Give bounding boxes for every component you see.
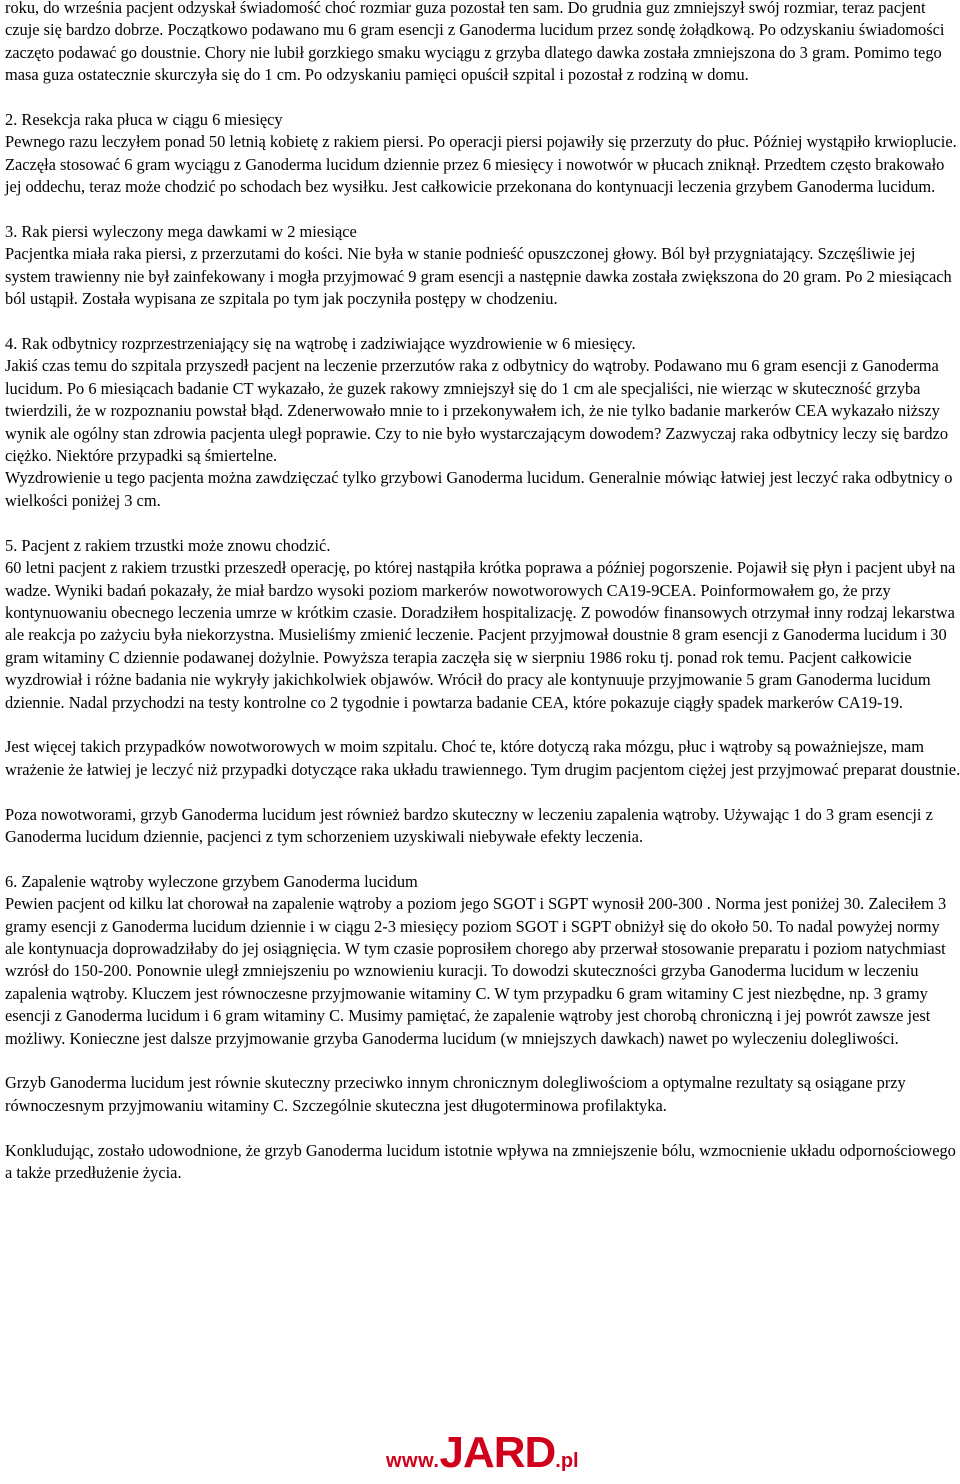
paragraph-text: roku, do września pacjent odzyskał świadomość choć rozmiar guza pozostał ten sam. Do grudnia guz zmniejszył swój rozmiar, teraz pacjent czuje się bardzo dobrze. Początkowo podawano mu 6 gram esencji z Ganoderma lucidum przez sondę żołądkową. Po odzyskaniu świadomości zaczęto podawać go doustnie. Chory nie lubił gorzkiego smaku wyciągu z grzyba dlatego dawka została zmniejszona do 3 gram. Pomimo tego masa guza ostatecznie skurczyła się do 1 cm. Po odzyskaniu pamięci opuścił szpital i pozostał z rodziną w domu. bbox=[5, 0, 945, 85]
logo-suffix: .pl bbox=[555, 1450, 579, 1472]
paragraph-text: 3. Rak piersi wyleczony mega dawkami w 2 miesiące Pacjentka miała raka piersi, z przerzutami do kości. Nie była w stanie podnieść opuszczonej głowy. Ból był przygniatający. Szczęśliwie jej system trawienny nie był zainfekowany i mogła przyjmować 9 gram esencji a następnie dawka została zwiększona do 20 gram. Po 2 miesiącach ból ustąpił. Została wypisana ze szpitala po tym jak poczyniła postępy w chodzeniu. bbox=[5, 222, 952, 309]
paragraph-text: 6. Zapalenie wątroby wyleczone grzybem Ganoderma lucidum Pewien pacjent od kilku lat chorował na zapalenie wątroby a poziom jego SGOT i SGPT wynosił 200-300 . Norma jest poniżej 30. Zaleciłem 3 gramy esencji z Ganoderma lucidum dziennie i w ciągu 2-3 miesięcy poziom SGOT i SGPT obniżył się do około 50. To nadal powyżej normy ale kontynuacja doprowadziłaby do jej osiągnięcia. W tym czasie poprosiłem chorego aby przerwał stosowanie preparatu i poziom natychmiast wzrósł do 150-200. Ponownie uległ zmniejszeniu po wznowieniu kuracji. To dowodzi skuteczności grzyba Ganoderma lucidum w leczeniu zapalenia wątroby. Kluczem jest równoczesne przyjmowanie witaminy C. W tym przypadku 6 gram witaminy C jest niezbędne, np. 3 gramy esencji z Ganoderma lucidum i 6 gram witaminy C. Musimy pamiętać, że zapalenie wątroby jest chorobą chroniczną i jej powrót zawsze jest możliwy. Konieczne jest dalsze przyjmowanie grzyba Ganoderma lucidum (w mniejszych dawkach) nawet po wyleczeniu dolegliwości. bbox=[5, 871, 947, 1048]
logo-main: JARD bbox=[439, 1428, 556, 1477]
paragraph-more-cases bbox=[5, 736, 960, 781]
logo-prefix: www. bbox=[386, 1450, 440, 1472]
section-hepatitis bbox=[5, 871, 960, 1050]
jard-logo[interactable] bbox=[386, 1428, 606, 1482]
paragraph-text: 5. Pacjent z rakiem trzustki może znowu chodzić. 60 letni pacjent z rakiem trzustki przeszedł operację, po której nastąpiła krótka poprawa a później pogorszenie. Pojawił się płyn i pacjent ubył na wadze. Wyniki badań pokazały, że miał bardzo wysoki poziom markerów nowotworowych CA19-9CEA. Poinformowałem go, że przy kontynuowaniu obecnego leczenia umrze w krótkim czasie. Doradziłem hospitalizację. Z powodów finansowych otrzymał inny rodzaj lekarstwa ale reakcja po zażyciu była niekorzystna. Musieliśmy zmienić leczenie. Pacjent przyjmował doustnie 8 gram esencji z Ganoderma lucidum i 30 gram witaminy C dziennie podawanej dożylnie. Powyższa terapia zaczęła się w sierpniu 1986 roku tj. ponad rok temu. Pacjent całkowicie wyzdrowiał i różne badania nie wykryły jakichkolwiek objawów. Wrócił do pracy ale kontynuuje przyjmowanie 5 gram Ganoderma lucidum dziennie. Nadal przychodzi na testy kontrolne co 2 tygodnie i powtarza badanie CEA, które pokazuje ciągły spadek markerów CA19-19. bbox=[5, 535, 956, 712]
section-lung-cancer bbox=[5, 109, 960, 199]
paragraph-text: Poza nowotworami, grzyb Ganoderma lucidum jest również bardzo skuteczny w leczeniu zapalenia wątroby. Używając 1 do 3 gram esencji z Ganoderma lucidum dziennie, pacjenci z tym schorzeniem uzyskiwali niebywałe efekty leczenia. bbox=[5, 804, 933, 846]
section-rectal-cancer bbox=[5, 333, 960, 512]
paragraph-intro bbox=[5, 0, 960, 87]
section-breast-cancer bbox=[5, 221, 960, 311]
section-pancreatic-cancer bbox=[5, 535, 960, 714]
paragraph-text: Jest więcej takich przypadków nowotworowych w moim szpitalu. Choć te, które dotyczą raka mózgu, płuc i wątroby są poważniejsze, mam wrażenie że łatwiej je leczyć niż przypadki dotyczące raka układu trawiennego. Tym drugim pacjentom ciężej jest przyjmować preparat doustnie. bbox=[5, 737, 960, 779]
paragraph-text: 2. Resekcja raka płuca w ciągu 6 miesięcy Pewnego razu leczyłem ponad 50 letnią kobietę z rakiem piersi. Po operacji piersi pojawiły się przerzuty do płuc. Później wystąpiło krwioplucie. Zaczęła stosować 6 gram wyciągu z Ganoderma lucidum dziennie przez 6 miesięcy i nowotwór w płucach zniknął. Przedtem często brakowało jej oddechu, teraz może chodzić po schodach bez wysiłku. Jest całkowicie przekonana do kontynuacji leczenia grzybem Ganoderma lucidum. bbox=[5, 110, 957, 197]
document-body bbox=[5, 0, 960, 1207]
paragraph-text: 4. Rak odbytnicy rozprzestrzeniający się na wątrobę i zadziwiające wyzdrowienie w 6 miesięcy. Jakiś czas temu do szpitala przyszedł pacjent na leczenie przerzutów raka z odbytnicy do wątroby. Podawano mu 6 gram esencji z Ganoderma lucidum. Po 6 miesiącach badanie CT wykazało, że guzek rakowy zmniejszył się do 1 cm ale specjaliści, nie wierząc w skuteczność grzyba twierdzili, że w rozpoznaniu powstał błąd. Zdenerwowało mnie to i przekonywałem ich, że nie tylko badanie markerów CEA wykazało niższy wynik ale ogólny stan zdrowia pacjenta uległ poprawie. Czy to nie było wystarczającym dowodem? Zazwyczaj raka odbytnicy leczy się bardzo ciężko. Niektóre przypadki są śmiertelne. Wyzdrowienie u tego pacjenta można zawdzięczać tylko grzybowi Ganoderma lucidum. Generalnie mówiąc łatwiej jest leczyć raka odbytnicy o wielkości poniżej 3 cm. bbox=[5, 334, 953, 510]
paragraph-chronic bbox=[5, 1072, 960, 1117]
paragraph-hepatitis-intro bbox=[5, 804, 960, 849]
paragraph-conclusion bbox=[5, 1140, 960, 1185]
paragraph-text: Grzyb Ganoderma lucidum jest równie skuteczny przeciwko innym chronicznym dolegliwościom a optymalne rezultaty są osiągane przy równoczesnym przyjmowaniu witaminy C. Szczególnie skuteczna jest długoterminowa profilaktyka. bbox=[5, 1073, 906, 1115]
paragraph-text: Konkludując, zostało udowodnione, że grzyb Ganoderma lucidum istotnie wpływa na zmniejszenie bólu, wzmocnienie układu odpornościowego a także przedłużenie życia. bbox=[5, 1140, 956, 1182]
